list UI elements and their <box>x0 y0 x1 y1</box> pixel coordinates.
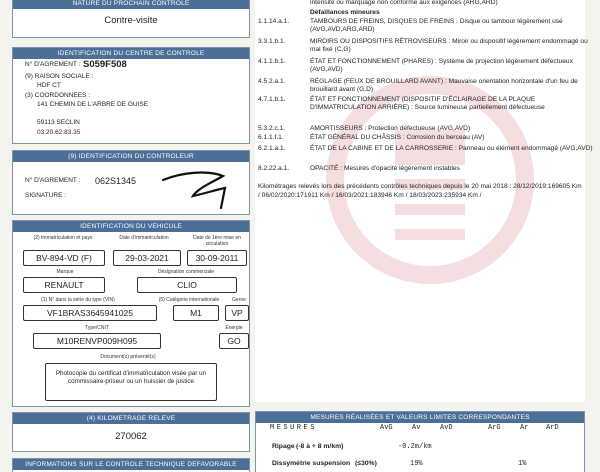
next-visit-panel <box>12 0 250 38</box>
date-immat-value: 29-03-2021 <box>113 250 181 266</box>
vin-label: (1) N° dans la série du type (VIN) <box>41 297 115 303</box>
signature-image <box>153 166 243 214</box>
ripage-limit: (-8 à + 8 m/km) <box>296 443 344 450</box>
controleur-panel <box>12 150 250 215</box>
measures-header: MESURES RÉALISÉES ET VALEURS LIMITES CORRESPONDANTES <box>256 412 584 423</box>
centre-header: IDENTIFICATION DU CENTRE DE CONTROLE <box>13 48 249 59</box>
col-avd: AvD <box>440 424 453 432</box>
marque-label: Marque <box>56 269 74 275</box>
date-immat-label: Date d'immatriculation <box>119 235 169 241</box>
cat-label: (5) Catégorie internationale <box>158 297 220 303</box>
next-visit-value: Contre-visite <box>104 15 158 26</box>
dissym-label: Dissymétrie suspension <box>272 460 351 467</box>
ripage-label: Ripage <box>272 443 295 450</box>
type-label: Type/CNIT <box>85 325 109 331</box>
centre-phone: 03.20.62.83.35 <box>37 129 81 136</box>
cat-value: M1 <box>173 305 219 321</box>
dissym-limit: (≤30%) <box>355 460 377 467</box>
next-visit-header: NATURE DU PROCHAIN CONTROLE <box>13 0 249 9</box>
vehicule-header: IDENTIFICATION DU VEHICULE <box>13 221 249 232</box>
controleur-agrement-label: N° D'AGREMENT : <box>25 177 81 184</box>
dissym-av: 19% <box>410 460 423 468</box>
bottom-header: INFORMATIONS SUR LE CONTROLE TECHNIQUE DEFAVORABLE <box>13 459 249 470</box>
km-header: (4) KILOMETRAGE RELEVE <box>13 413 249 424</box>
centre-city: 59113 SECLIN <box>37 119 80 126</box>
energie-label: Énergie <box>225 325 243 331</box>
col-ar: Ar <box>520 424 529 432</box>
centre-raison-label: (9) RAISON SOCIALE : <box>25 73 94 80</box>
centre-agrement-value: S059F508 <box>83 59 127 70</box>
controleur-header: (9) IDENTIFICATION DU CONTROLEUR <box>13 151 249 162</box>
col-ard: ArD <box>546 424 559 432</box>
docs-label: Document(s) présenté(s) <box>100 354 156 360</box>
docs-value: Photocopie du certificat d'immatriculation visée par un commissaire-priseur ou un huissier de justice <box>45 363 217 401</box>
col-arg: ArG <box>488 424 501 432</box>
km-panel <box>12 412 250 452</box>
immat-value: BV-894-VD (F) <box>23 250 105 266</box>
genre-value: VP <box>225 305 249 321</box>
marque-value: RENAULT <box>23 277 105 293</box>
date-first-value: 30-09-2011 <box>187 250 247 266</box>
controleur-signature-label: SIGNATURE : <box>25 192 67 199</box>
date-first-label: Date de 1ère mise en circulation <box>193 235 241 247</box>
vin-value: VF1BRAS3645941025 <box>23 305 157 321</box>
controleur-agrement-value: 062S1345 <box>95 176 137 186</box>
col-avg: AvG <box>380 424 393 432</box>
ripage-value: -0.2m/km <box>398 443 432 451</box>
type-value: M10RENVP009H095 <box>33 333 161 349</box>
genre-label: Genre <box>232 297 246 303</box>
energie-value: GO <box>219 333 249 349</box>
designation-label: Désignation commerciale <box>157 269 215 275</box>
designation-value: CLIO <box>137 277 237 293</box>
centre-coord-label: (3) COORDONNEES : <box>25 92 91 99</box>
km-history: Kilométrages relevés lors des précédents contrôles techniques depuis le 20 mai 2018 : 28/12/2019:169605 Km / 06/02/2020:171911 Km / 16/03/2021:183946 Km / 18/03/2023:235934 Km / <box>258 183 582 199</box>
measures-title: MESURES <box>270 424 317 432</box>
dissym-ar: 1% <box>518 460 527 468</box>
km-value: 270062 <box>115 431 147 442</box>
vehicule-panel <box>12 220 250 407</box>
centre-panel <box>12 47 250 144</box>
measures-panel <box>255 411 585 472</box>
immat-label: (2) Immatriculation et pays <box>33 235 93 241</box>
centre-address: 141 CHEMIN DE L'ARBRE DE GUISE <box>37 101 149 108</box>
centre-agrement-label: N° D'AGREMENT : <box>25 61 81 68</box>
centre-raison-value: HDF CT <box>37 82 61 89</box>
col-av: Av <box>412 424 421 432</box>
